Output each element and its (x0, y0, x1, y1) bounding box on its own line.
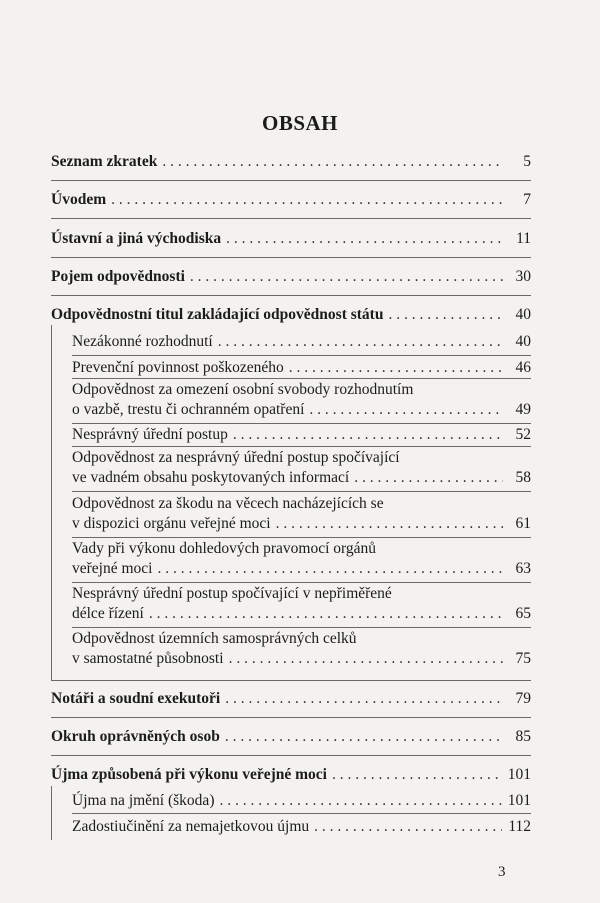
toc-entry-page: 85 (515, 728, 531, 745)
toc-divider (51, 295, 531, 296)
toc-entry-label: Úvodem (51, 191, 107, 208)
dot-leader (354, 468, 503, 488)
toc-divider (72, 491, 531, 492)
toc-subentry[interactable] (72, 448, 531, 488)
toc-divider (72, 582, 531, 583)
toc-subentry-label: Vady při výkonu dohledových pravomocí orgánů (72, 540, 377, 557)
toc-subentry-page: 112 (508, 818, 531, 835)
toc-subentry-label: Odpovědnost územních samosprávných celků (72, 630, 357, 647)
toc-entry-label: Seznam zkratek (51, 153, 158, 170)
toc-subentry[interactable] (72, 584, 531, 624)
toc-entry-page: 30 (515, 268, 531, 285)
toc-subentry[interactable] (72, 539, 531, 579)
toc-subentry[interactable] (72, 817, 531, 837)
toc-entry-seznam-zkratek[interactable] (51, 152, 531, 172)
toc-subentry-label: Nesprávný úřední postup spočívající v nepřiměřené (72, 585, 392, 602)
toc-divider (72, 355, 531, 356)
toc-entry-page: 79 (515, 690, 531, 707)
toc-divider (51, 257, 531, 258)
dot-leader (225, 689, 503, 709)
toc-subentry-label: Nezákonné rozhodnutí (72, 333, 213, 350)
dot-leader (309, 400, 503, 420)
toc-subentry-page: 61 (515, 515, 531, 532)
dot-leader (157, 559, 503, 579)
toc-subentry-page: 40 (515, 333, 531, 350)
toc-divider (72, 537, 531, 538)
toc-subentry[interactable] (72, 494, 531, 534)
toc-subentry-label: Nesprávný úřední postup (72, 426, 228, 443)
toc-subentry[interactable] (72, 425, 531, 445)
dot-leader (225, 727, 503, 747)
page-number: 3 (498, 864, 506, 880)
toc-subentry[interactable] (72, 629, 531, 669)
dot-leader (332, 765, 502, 785)
toc-subentry-page: 49 (515, 401, 531, 418)
toc-subentry[interactable] (72, 791, 531, 811)
section-bracket (51, 786, 52, 840)
toc-entry-ustavni-vychodiska[interactable] (51, 229, 531, 249)
toc-divider (51, 180, 531, 181)
toc-entry-label: Odpovědnostní titul zakládající odpovědnost státu (51, 306, 384, 323)
toc-subentry-label: délce řízení (72, 605, 144, 622)
toc-subentry-label: Odpovědnost za škodu na věcech nacházejících se (72, 495, 384, 512)
dot-leader (289, 358, 503, 378)
toc-subentry-page: 65 (515, 605, 531, 622)
toc-entry-notari[interactable] (51, 689, 531, 709)
toc-entry-label: Ústavní a jiná východiska (51, 230, 222, 247)
toc-divider (51, 717, 531, 718)
toc-divider (72, 446, 531, 447)
toc-entry-page: 101 (507, 766, 531, 783)
toc-subentry-label: v samostatné působnosti (72, 650, 224, 667)
dot-leader (149, 604, 503, 624)
toc-subentry[interactable] (72, 358, 531, 378)
dot-leader (276, 514, 503, 534)
toc-divider (72, 423, 531, 424)
dot-leader (219, 791, 501, 811)
toc-entry-label: Okruh oprávněných osob (51, 728, 220, 745)
toc-subentry-page: 63 (515, 560, 531, 577)
dot-leader (229, 649, 503, 669)
toc-subentry[interactable] (72, 332, 531, 352)
toc-subentry-page: 46 (515, 359, 531, 376)
toc-entry-odpovednostni-titul[interactable] (51, 305, 531, 325)
toc-subentry-label: veřejné moci (72, 560, 153, 577)
toc-title: OBSAH (261, 111, 339, 135)
toc-subentry-label: Odpovědnost za nesprávný úřední postup spočívající (72, 449, 400, 466)
toc-subentry-page: 52 (515, 426, 531, 443)
toc-entry-label: Újma způsobená při výkonu veřejné moci (51, 766, 327, 783)
toc-subentry[interactable] (72, 380, 531, 420)
toc-entry-pojem-odpovednosti[interactable] (51, 267, 531, 287)
toc-entry-page: 40 (515, 306, 531, 323)
toc-entry-uvodem[interactable] (51, 190, 531, 210)
toc-entry-page: 11 (516, 230, 531, 247)
section-bracket (51, 325, 52, 681)
toc-subentry-page: 58 (515, 469, 531, 486)
dot-leader (314, 817, 502, 837)
dot-leader (388, 305, 503, 325)
toc-entry-page: 5 (523, 153, 531, 170)
toc-divider (72, 627, 531, 628)
toc-entry-ujma[interactable] (51, 765, 531, 785)
dot-leader (111, 190, 503, 210)
dot-leader (233, 425, 503, 445)
toc-subentry-label: ve vadném obsahu poskytovaných informací (72, 469, 350, 486)
toc-entry-label: Notáři a soudní exekutoři (51, 690, 221, 707)
toc-entry-okruh-osob[interactable] (51, 727, 531, 747)
toc-subentry-label: o vazbě, trestu či ochranném opatření (72, 401, 305, 418)
toc-divider (51, 680, 531, 681)
toc-subentry-label: v dispozici orgánu veřejné moci (72, 515, 271, 532)
toc-divider (72, 813, 531, 814)
toc-divider (51, 755, 531, 756)
dot-leader (190, 267, 503, 287)
toc-subentry-label: Zadostiučinění za nemajetkovou újmu (72, 818, 310, 835)
toc-entry-label: Pojem odpovědnosti (51, 268, 185, 285)
toc-subentry-label: Odpovědnost za omezení osobní svobody rozhodnutím (72, 381, 414, 398)
toc-divider (72, 378, 531, 379)
dot-leader (162, 152, 503, 172)
toc-divider (51, 218, 531, 219)
toc-subentry-page: 101 (507, 792, 531, 809)
toc-subentry-page: 75 (515, 650, 531, 667)
toc-entry-page: 7 (523, 191, 531, 208)
toc-subentry-label: Prevenční povinnost poškozeného (72, 359, 284, 376)
toc-subentry-label: Újma na jmění (škoda) (72, 792, 215, 809)
dot-leader (218, 332, 503, 352)
dot-leader (226, 229, 503, 249)
